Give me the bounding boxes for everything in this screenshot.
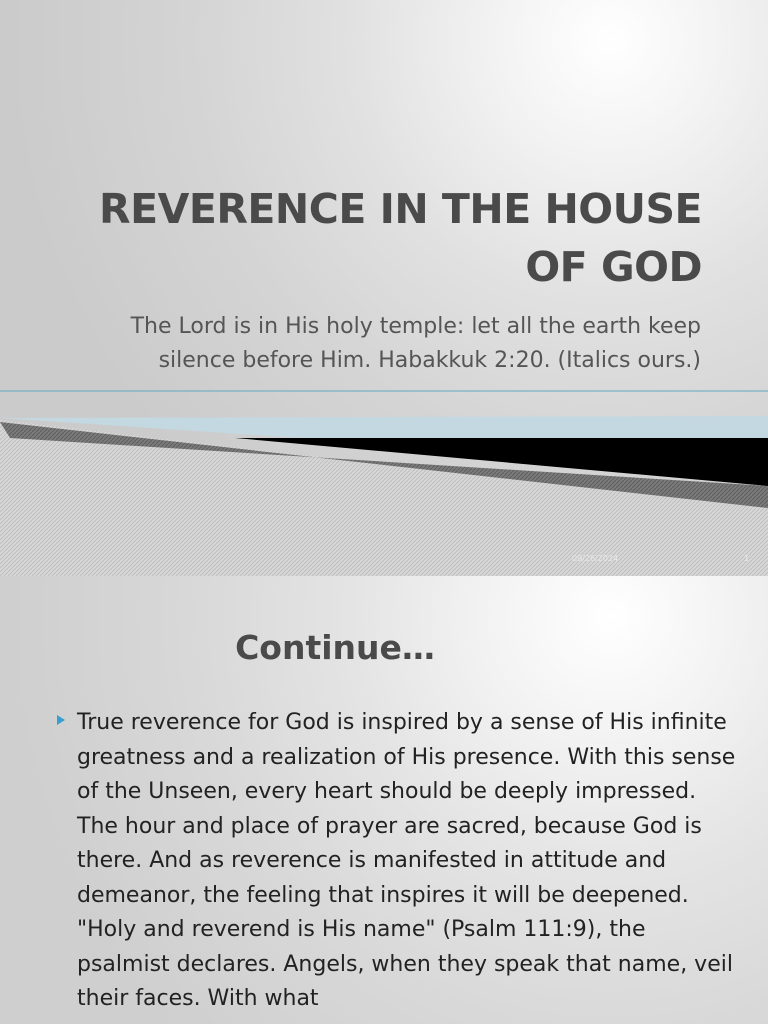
- slide-title: REVERENCE IN THE HOUSE OF GOD: [99, 185, 702, 291]
- slide-subtitle: The Lord is in His holy temple: let all the earth keep silence before Him. Habakkuk 2:20. (Italics ours.): [130, 314, 701, 373]
- slide-2-title: Continue…: [235, 628, 435, 667]
- slide-2: [0, 576, 768, 1024]
- triangle-bullet-icon: [56, 714, 66, 726]
- slide-date: 09/26/2024: [572, 554, 619, 563]
- slide-2-body: True reverence for God is inspired by a sense of His infinite greatness and a realization of His presence. With this sense of the Unseen, every heart should be deeply impressed. The hour and place of prayer are sacred, because God is there. And as reverence is manifested in attitude and demeanor, the feeling that inspires it will be deepened. "Holy and reverend is His name" (Psalm 111:9), the psalmist declares. Angels, when they speak that name, veil their faces. With what: [77, 710, 736, 1011]
- decorative-band: [0, 380, 768, 576]
- slide-number: 1: [744, 554, 750, 563]
